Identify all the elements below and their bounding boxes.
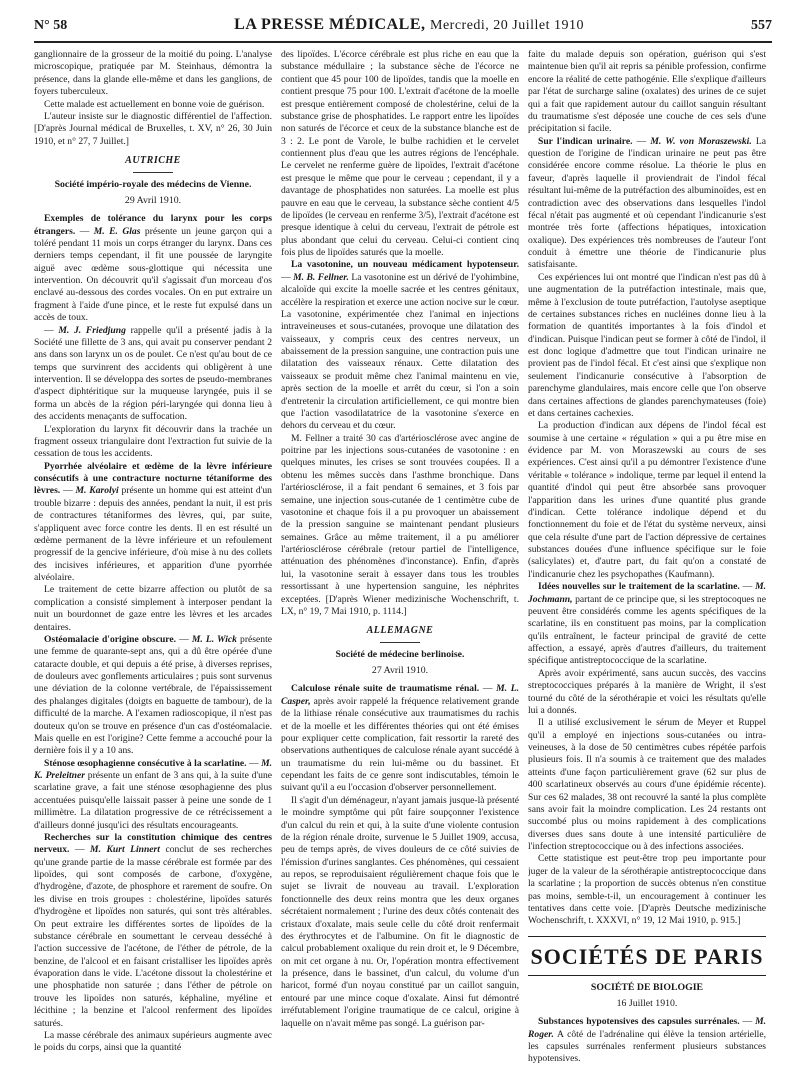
article-author: M. Kurt Linnert bbox=[90, 844, 160, 856]
article-text: La vasotonine est un dérivé de l'yohimbine, alcaloïde qui excite la moelle sacrée et les centres génitaux, accélère la respiration et exerce une action nocive sur le cœur. La vasotonine, expérimentée chez l'animal en injections intraveineuses et sous-cutanées, provoque une dilatation des vaisseaux, y compris ceux des centres nerveux, un abaissement de la pression sanguine, une contraction puis une dilatation des vaisseaux rénaux. Cette dilatation des vaisseaux se produit même chez l'animal maintenu en vie, après section de la moelle et arrêt du cœur, si l'on a soin d'entretenir la circulation artificiellement, ce qui montre bien que l'action vasodilatatrice de la vasotonine s'exerce en dehors du cerveau et du cœur. bbox=[281, 271, 519, 432]
article-text: présente un homme qui est atteint d'un trouble bizarre : depuis des années, pendant la nuit, il est pris de contractures tétaniformes des lèvres, qui, par suite, s'appliquent avec force contre les dents. Il en est résulté un œdème permanent de la lèvre inférieure et un refoulement progressif de la gencive inférieure, d'où mise à nu des collets des incisives inférieures, et apparition d'une pyorrhée alvéolaire. bbox=[34, 485, 272, 584]
article-text: La question de l'origine de l'indican urinaire ne peut pas être considérée encore comme résolue. La théorie le plus en faveur, d'après laquelle il proviendrait de l'indol fécal résultant lui-même de la putréfaction des albuminoïdes, est en contradiction avec des observations dans lesquelles l'indol fécal n'était pas augmenté et où cependant l'indicanurie s'est montrée très forte (affections hépatiques, intoxication oxalique). Des expériences très nombreuses de l'auteur l'ont conduit à émettre une théorie de l'indicanurie plus satisfaisante. bbox=[528, 135, 766, 271]
article: Idées nouvelles sur le traitement de la scarlatine. — M. Jochmann, partant de ce principe que, si les streptocoques ne peuvent être considérés comme les agents spécifiques de la scarlatine, ils en constituent pas moins, par la complication qu'ils entraînent, le facteur principal de gravité de cette affection, a essayé, après d'autres d'ailleurs, du traitement spécifique antistreptococcique de la scarlatine. bbox=[528, 581, 766, 667]
paragraph: Après avoir expérimenté, sans aucun succès, des vaccins streptococciques préparés à la manière de Wright, il s'est tourné du côté de la sérothérapie et voici les résultats qu'elle lui a donnés. bbox=[528, 667, 766, 716]
paragraph: Il a utilisé exclusivement le sérum de Meyer et Ruppel qu'il a employé en injections sous-cutanées ou intra-veineuses, à la dose de 50 centimètres cubes répétée parfois plusieurs fois. Il n'a soumis à ce traitement que des malades atteints d'une façon particulièrement grave (62 sur plus de 400 scarlatineux observés au cours d'une épidémie récente). Sur ces 62 malades, 38 ont recouvré la santé la plus complète sans avoir fait la moindre complication. Les 24 restants ont succombé plus ou moins rapidement à des complications diverses dues sans doute à une intensité particulière de l'infection streptococcique ou à des infections associées. bbox=[528, 717, 766, 852]
article: Sur l'indican urinaire. — M. W. von Moraszewski. La question de l'origine de l'indican urinaire ne peut pas être considérée encore comme résolue. La théorie le plus en faveur, d'après laquelle il proviendrait de l'indol fécal résultant lui-même de la putréfaction des albuminoïdes, est en contradiction avec des observations dans lesquelles l'indol fécal n'était pas augmenté et où cependant l'indicanurie s'est montrée très forte (affections hépatiques, intoxication oxalique). Des expériences très nombreuses de l'auteur l'ont conduit à émettre une théorie de l'indicanurie plus satisfaisante. bbox=[528, 135, 766, 271]
paragraph: L'auteur insiste sur le diagnostic différentiel de l'affection. [D'après Journal médical de Bruxelles, t. XV, n° 26, 30 Juin 1910, et n° 27, 7 Juillet.] bbox=[34, 110, 272, 147]
section-heading: SOCIÉTÉS DE PARIS bbox=[528, 936, 766, 976]
article-title: Sténose œsophagienne consécutive à la scarlatine. bbox=[44, 757, 247, 769]
article-author: M. J. Friedjung bbox=[58, 324, 126, 336]
article-title: Idées nouvelles sur le traitement de la scarlatine. bbox=[538, 581, 740, 593]
article: Sténose œsophagienne consécutive à la scarlatine. — M. K. Preleitner présente un enfant de 3 ans qui, à la suite d'une scarlatine grave, a fait une sténose œsophagienne des plus accentuées puisqu'elle laissait passer à peine une sonde de 1 millimètre. La dilatation progressive de ce rétrécissement a d'ailleurs donné jusqu'ici des résultats encourageants. bbox=[34, 757, 272, 831]
article-author: M. Roger. bbox=[528, 1016, 766, 1040]
session-date: 16 Juillet 1910. bbox=[616, 997, 678, 1009]
article-title: Calculose rénale suite de traumatisme rénal. bbox=[291, 683, 480, 695]
article-text: présente un enfant de 3 ans qui, à la suite d'une scarlatine grave, a fait une sténose œsophagienne des plus accentuées puisqu'elle laissait passer à peine une sonde de 1 millimètre. La dilatation progressive de ce rétrécissement a d'ailleurs donné jusqu'ici des résultats encourageants. bbox=[34, 770, 272, 831]
article-author: M. Jochmann, bbox=[528, 581, 766, 605]
columns bbox=[34, 49, 772, 1085]
paragraph: Cette statistique est peut-être trop peu importante pour juger de la valeur de la sérothérapie antistreptococcique dans la scarlatine ; la proportion de succès obtenus n'en constitue pas moins, semble-t-il, un encouragement à continuer les tentatives dans cette voie. [D'après Deutsche medizinische Wochenschrift, t. XXXVI, n° 19, 12 Mai 1910, p. 915.] bbox=[528, 853, 766, 927]
article-text: conclut de ses recherches qu'une grande partie de la masse cérébrale est formée par des lipoïdes, qui sont composés de carbone, d'oxygène, d'hydrogène, d'azote, de phosphore et rarement de soufre. On les divise en trois groupes : cholestérine, lipoïdes saturés d'hydrogène et lipoïdes non saturés, qui sont très altérables. On peut extraire les différentes sortes de lipoïdes de la substance cérébrale en soumettant le cerveau desséché à l'action successive de l'acétone, de l'éther de pétrole, de la benzine, de l'alcool et en faisant cristalliser les lipoïdes après évaporation dans le vide. L'acétone dissout la cholestérine et une phosphatide non saturée ; dans l'éther de pétrole on trouve les lipoïdes non saturés, képhaline, myéline et lécithine ; la benzine et l'alcool renferment des lipoïdes saturés. bbox=[34, 844, 272, 1029]
article: Calculose rénale suite de traumatisme rénal. — M. L. Casper, après avoir rappelé la fréquence relativement grande de la lithiase rénale consécutive aux traumatismes du rachis et de la moelle et les différentes théories qui ont été émises pour expliquer cette complication, fait ressortir la rareté des observations authentiques de calculose rénale ayant succédé à un traumatisme du rein lui-même ou du bassinet. Et cependant les faits de ce genre sont indiscutables, témoin le suivant qu'il a eu l'occasion d'observer personnellement. bbox=[281, 683, 519, 794]
article-text: A côté de l'adrénaline qui élève la tension artérielle, les capsules surrénales renferment plusieurs substances hypotensives. bbox=[528, 1028, 766, 1065]
paragraph: La production d'indican aux dépens de l'indol fécal est soumise à une certaine « régulation » qui a pu être mise en évidence par M. von Moraszewski au cours de ses expériences. C'est ainsi qu'il a pu démontrer l'existence d'une véritable « tolérance » indolique, terme par lequel il entend la quantité d'indol qui peut être absorbée sans provoquer l'apparition dans les urines d'une quantité plus grande d'indican. Cette tolérance indolique dépend et du fonctionnement du foie et de l'état du système nerveux, ainsi que cela résulte d'une part de l'action dépressive de certaines substances douées d'une influence spécifique sur le foie (salicylates) et, d'autre part, du fait qu'on a constaté de l'indicanurie chez les psychopathes (Kaufmann). bbox=[528, 420, 766, 580]
country-heading: AUTRICHE bbox=[125, 155, 181, 166]
article-text: présente un jeune garçon qui a toléré pendant 11 mois un corps étranger du larynx. Dans ces derniers temps cependant, il fit une poussée de laryngite aiguë avec œdème sous-glottique qui nécessita une intervention. On découvrit qu'il s'agissait d'un morceau d'os enclavé au-dessous des cordes vocales. On en put extraire un fragment à l'aide d'une pince, et le reste fut expulsé dans un accès de toux. bbox=[34, 225, 272, 324]
paragraph: M. Fellner a traité 30 cas d'artériosclérose avec angine de poitrine par les injections sous-cutanées de vasotonine : en quelques minutes, les crises se sont trouvées coupées. Il a obtenu les mêmes succès dans l'asthme bronchique. Dans l'artériosclérose, il a fait pendant 6 semaines, et 3 fois par semaine, une injection sous-cutanée de 1 centimètre cube de vasotonine et chaque fois il a pu provoquer un abaissement de la pression sanguine se maintenant pendant plusieurs semaines. Grâce au même traitement, il a pu améliorer l'artériosclérose cérébrale (retour partiel de l'intelligence, atténuation des phénomènes d'inconstance). Enfin, d'après lui, la vasotonine serait à essayer dans tous les troubles ressortissant à une hypertension sanguine, les néphrites exceptées. [D'après Wiener medizinische Wochenschrift, t. LX, n° 19, 7 Mai 1910, p. 1114.] bbox=[281, 432, 519, 617]
paragraph: ganglionnaire de la grosseur de la moitié du poing. L'analyse microscopique, pratiquée par M. Steinhaus, démontra la présence, dans la glande elle-même et dans les ganglions, de foyers tuberculeux. bbox=[34, 49, 272, 98]
article-author: M. L. Casper, bbox=[281, 683, 519, 707]
article-author: M. W. von Moraszewski. bbox=[650, 135, 752, 147]
article-title: La vasotonine, un nouveau médicament hypotenseur. bbox=[291, 259, 519, 271]
divider bbox=[380, 642, 420, 643]
page-number: 557 bbox=[750, 18, 772, 33]
paragraph: La masse cérébrale des animaux supérieurs augmente avec le poids du corps, ainsi que la quantité bbox=[34, 1029, 272, 1054]
article-author: M. L. Wick bbox=[191, 633, 237, 645]
article-text: présente une femme de quarante-sept ans, qui a dû être opérée d'une cataracte double, et qui depuis a été prise, à diverses reprises, de douleurs avec gonflements articulaires ; puis sont survenus une déviation de la colonne vertébrale, de l'épaississement des phalanges digitales (doigts en baguette de tambour), de la difficulté de la marche. A l'examen radioscopique, il n'est pas douteux qu'on se trouve en présence d'un cas d'ostéomalacie. Mais quelle en est l'origine? Cette femme a accouché pour la dernière fois il y a 10 ans. bbox=[34, 633, 272, 757]
article: Exemples de tolérance du larynx pour les corps étrangers. — M. E. Glas présente un jeune garçon qui a toléré pendant 11 mois un corps étranger du larynx. Dans ces derniers temps cependant, il fit une poussée de laryngite aiguë avec œdème sous-glottique qui nécessita une intervention. On découvrit qu'il s'agissait d'un morceau d'os enclavé au-dessous des cordes vocales. On en put extraire un fragment à l'aide d'une pince, et le reste fut expulsé dans un accès de toux. bbox=[34, 213, 272, 324]
column-1 bbox=[34, 49, 272, 1085]
paragraph: Le traitement de cette bizarre affection ou plutôt de sa complication a consisté simplement à interposer pendant la nuit un bourdonnet de gaze entre les lèvres et les arcades dentaires. bbox=[34, 584, 272, 633]
article-title: Substances hypotensives des capsules surrénales. bbox=[538, 1016, 740, 1028]
article-author: M. B. Fellner. bbox=[293, 271, 349, 283]
article-author: M. E. Glas bbox=[93, 225, 141, 237]
article-title: Pyorrhée alvéolaire et œdème de la lèvre inférieure consécutifs à une contracture nocturne tétaniforme des lèvres. bbox=[34, 460, 272, 497]
article-text: après avoir rappelé la fréquence relativement grande de la lithiase rénale consécutive aux traumatismes du rachis et de la moelle et les différentes théories qui ont été émises pour expliquer cette complication, fait ressortir la rareté des observations authentiques de calculose rénale ayant succédé à un traumatisme du rein lui-même ou du bassinet. Et cependant les faits de ce genre sont indiscutables, témoin le suivant qu'il a eu l'occasion d'observer personnellement. bbox=[281, 695, 519, 794]
column-2 bbox=[281, 49, 519, 1085]
paragraph: Ces expériences lui ont montré que l'indican n'est pas dû à une augmentation de la putréfaction intestinale, mais que, même à l'exclusion de toute putréfaction, l'autolyse aseptique de certaines substances riches en nucléines donne lieu à la formation de quantités importantes à la fois d'indol et d'indican. Puisque l'indican peut se former à côté de l'indol, il est donc logique d'admettre que tout l'indican urinaire ne provient pas de l'indol fécal. Et c'est ainsi que s'explique non seulement l'indicanurie consécutive à l'absorption de parenchyme glandulaires, mais encore celle que l'on observe dans certaines affections de glandes parenchymateuses (foie) et dans certaines cachexies. bbox=[528, 271, 766, 419]
article-title: Sur l'indican urinaire. bbox=[538, 135, 633, 147]
society-heading: SOCIÉTÉ DE BIOLOGIE bbox=[590, 982, 704, 993]
paragraph: faite du malade depuis son opération, guérison qui s'est maintenue bien qu'il ait repris sa pénible profession, confirme encore la réalité de cette pathogénie. Elle s'explique d'ailleurs par l'état de surcharge saline (oxalates) des urines de ce sujet qui a fait que rapidement autour du caillot sanguin résultant du traumatisme s'est déposée une couche de ces sels d'une précipitation si facile. bbox=[528, 49, 766, 135]
article-author: M. K. Preleitner bbox=[34, 757, 272, 782]
article: Substances hypotensives des capsules surrénales. — M. Roger. A côté de l'adrénaline qui élève la tension artérielle, les capsules surrénales renferment plusieurs substances hypotensives. bbox=[528, 1016, 766, 1065]
society-heading: Société de médecine berlinoise. bbox=[335, 649, 465, 661]
article: Pyorrhée alvéolaire et œdème de la lèvre inférieure consécutifs à une contracture nocturne tétaniforme des lèvres. — M. Karolyi présente un homme qui est atteint d'un trouble bizarre : depuis des années, pendant la nuit, il est pris de contractures tétaniformes des lèvres, qui, par suite, s'appliquent avec force contre les dents. Il en est résulté un œdème permanent de la lèvre inférieure et un refoulement progressif de la gencive inférieure, d'où mise à nu des collets des incisives inférieures, et apparition d'une pyorrhée alvéolaire. bbox=[34, 460, 272, 584]
divider bbox=[133, 172, 173, 173]
society-heading: Société império-royale des médecins de Vienne. bbox=[54, 178, 252, 190]
article: Ostéomalacie d'origine obscure. — M. L. Wick présente une femme de quarante-sept ans, qui a dû être opérée d'une cataracte double, et qui depuis a été prise, à diverses reprises, de douleurs avec gonflements articulaires ; puis sont survenus une déviation de la colonne vertébrale, de l'épaississement des phalanges digitales (doigts en baguette de tambour), de la difficulté de la marche. A l'examen radioscopique, il n'est pas douteux qu'on se trouve en présence d'un cas d'ostéomalacie. Mais quelle en est l'origine? Cette femme a accouché pour la dernière fois il y a 10 ans. bbox=[34, 633, 272, 757]
article-title: Recherches sur la constitution chimique des centres nerveux. bbox=[34, 831, 272, 856]
paragraph: Il s'agit d'un déménageur, n'ayant jamais jusque-là présenté le moindre symptôme qui pût faire soupçonner l'existence d'un calcul du rein et qui, à la suite d'une violente contusion de la région rénale droite, survenue le 5 Juillet 1909, accusa, peu de temps après, de vives douleurs de ce côté suivies de l'émission d'urines sanglantes. Ces phénomènes, qui cessaient au repos, se reproduisaient régulièrement chaque fois que le sujet se livrait de nouveau au travail. L'exploration fonctionnelle des deux reins montra que les deux organes sécrétaient normalement ; l'urine des deux côtés contenait des cristaux d'oxalate, mais seule celle du côté droit renfermait des érythrocytes et de l'albumine. On fit le diagnostic de calcul probablement oxalique du rein droit et, le 9 Décembre, on mit cet organe à nu. Or, l'opération montra effectivement la présence, dans le bassinet, d'un calcul, du volume d'un haricot, formé d'un noyau constitué par un caillot sanguin, entouré par une mince coque d'oxalate. Ainsi fut démontré irréfutablement l'origine traumatique de ce calcul, origine à laquelle on n'avait même pas songé. La guérison par- bbox=[281, 794, 519, 1029]
article-text: partant de ce principe que, si les streptocoques ne peuvent être considérés comme les agents spécifiques de la scarlatine, ils en constituent pas moins, par la complication qu'ils entraînent, le facteur principal de gravité de cette affection, a essayé, après d'autres d'ailleurs, du traitement spécifique antistreptococcique de la scarlatine. bbox=[528, 593, 766, 667]
article-title: Ostéomalacie d'origine obscure. bbox=[44, 633, 177, 645]
article-title: Exemples de tolérance du larynx pour les corps étrangers. bbox=[34, 213, 272, 237]
country-heading: ALLEMAGNE bbox=[366, 625, 434, 637]
issue-date: Mercredi, 20 Juillet 1910 bbox=[430, 18, 585, 33]
article-text: rappelle qu'il a présenté jadis à la Société une fillette de 3 ans, qui avait pu conserver pendant 2 ans dans son larynx un os de poulet. Ce n'est qu'au bout de ce temps que survinrent des accidents qui obligèrent à une intervention. Il se développa des sortes de pseudo-membranes d'aspect diphtéritique sur la muqueuse laryngée, puis il se forma un abcès de la région péri-laryngée qui donna lieu à des accidents menaçants de suffocation. bbox=[34, 324, 272, 423]
page-header bbox=[34, 16, 772, 43]
paragraph: des lipoïdes. L'écorce cérébrale est plus riche en eau que la substance médullaire ; la substance sèche de l'écorce ne contient que 45 pour 100 de lipoïdes, tandis que la moelle en contient presque 75 pour 100. L'extrait d'acétone de la moelle est presque entièrement composé de cholestérine, celui de la substance grise de phosphatides. Le rapport entre les lipoïdes non saturés de l'écorce et ceux de la substance blanche est de 3 : 2. Le pont de Varole, le bulbe rachidien et le cervelet contiennent plus d'eau que les autres régions de l'encéphale. Le cervelet ne renferme guère de lipoïdes, l'extrait d'acétone est presque le même que pour le cerveau ; cependant, il y a davantage de phosphatides non saturées. La moelle est plus pauvre en eau que le cerveau, la substance sèche contient 4/5 de lipoïdes (le cerveau en renferme 3/5), l'extrait d'acétone est presque identique à celui du cerveau, l'extrait de pétrole est plus abondant que celui du cerveau. Celui-ci contient cinq fois plus de lipoïdes saturés que la moelle. bbox=[281, 49, 519, 258]
column-3 bbox=[528, 49, 766, 1085]
paragraph: Cette malade est actuellement en bonne voie de guérison. bbox=[44, 98, 265, 110]
journal-name: LA PRESSE MÉDICALE, bbox=[234, 16, 426, 33]
session-date: 27 Avril 1910. bbox=[371, 664, 429, 676]
article: — M. J. Friedjung rappelle qu'il a présenté jadis à la Société une fillette de 3 ans, qui avait pu conserver pendant 2 ans dans son larynx un os de poulet. Ce n'est qu'au bout de ce temps que survinrent des accidents qui obligèrent à une intervention. Il se développa des sortes de pseudo-membranes d'aspect diphtéritique sur la muqueuse laryngée, puis il se forma un abcès de la région péri-laryngée qui donna lieu à des accidents menaçants de suffocation. bbox=[34, 324, 272, 423]
article: Recherches sur la constitution chimique des centres nerveux. — M. Kurt Linnert conclut de ses recherches qu'une grande partie de la masse cérébrale est formée par des lipoïdes, qui sont composés de carbone, d'oxygène, d'hydrogène, d'azote, de phosphore et rarement de soufre. On les divise en trois groupes : cholestérine, lipoïdes saturés d'hydrogène et lipoïdes non saturés, qui sont très altérables. On peut extraire les différentes sortes de lipoïdes de la substance cérébrale en soumettant le cerveau desséché à l'action successive de l'acétone, de l'éther de pétrole, de la benzine, de l'alcool et en faisant cristalliser les lipoïdes après évaporation dans le vide. L'acétone dissout la cholestérine et une phosphatide non saturée ; dans l'éther de pétrole on trouve les lipoïdes non saturés, képhaline, myéline et lécithine ; la benzine et l'alcool renferment des lipoïdes saturés. bbox=[34, 831, 272, 1029]
article: La vasotonine, un nouveau médicament hypotenseur. — M. B. Fellner. La vasotonine est un dérivé de l'yohimbine, alcaloïde qui excite la moelle sacrée et les centres génitaux, accélère la respiration et exerce une action nocive sur le cœur. La vasotonine, expérimentée chez l'animal en injections intraveineuses et sous-cutanées, provoque une dilatation des vaisseaux, y compris ceux des centres nerveux, un abaissement de la pression sanguine, une contraction puis une dilatation des vaisseaux rénaux. Cette dilatation des vaisseaux se produit même chez l'animal maintenu en vie, après section de la moelle et arrêt du cœur, si l'on a soin d'entretenir la circulation artificiellement, ce qui montre bien que l'action vasodilatatrice de la vasotonine s'exerce en dehors du cerveau et du cœur. bbox=[281, 259, 519, 432]
journal-title bbox=[234, 16, 584, 34]
article-author: M. Karolyi bbox=[75, 485, 119, 497]
issue-number: N° 58 bbox=[34, 18, 68, 33]
paragraph: L'exploration du larynx fit découvrir dans la trachée un fragment osseux triangulaire dont l'extraction fut suivie de la cessation de tous les accidents. bbox=[34, 423, 272, 460]
session-date: 29 Avril 1910. bbox=[124, 194, 182, 206]
